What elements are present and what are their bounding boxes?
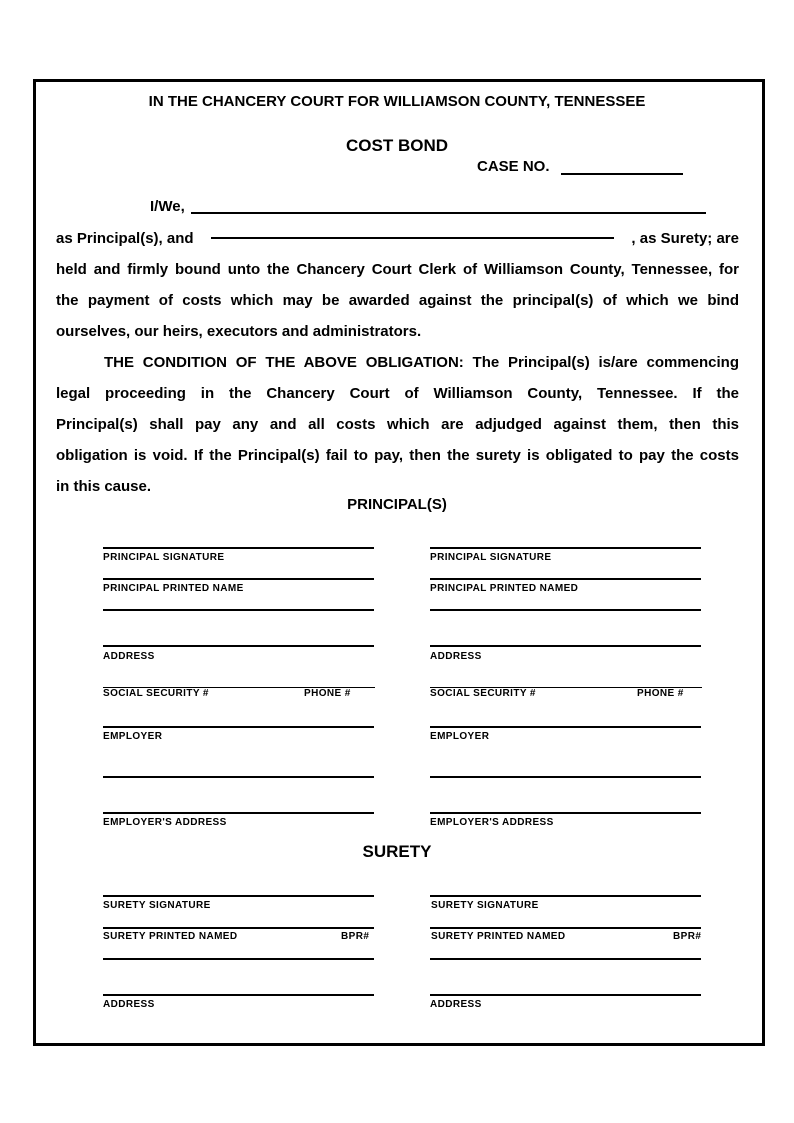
surety-signature-label: SURETY SIGNATURE <box>103 900 211 911</box>
condition-line-3: Principal(s) shall pay any and all costs which are adjudged against them, then this <box>56 416 739 433</box>
surety-printed-name-label: SURETY PRINTED NAMED <box>103 931 238 942</box>
principal-heading: PRINCIPAL(S) <box>347 496 447 513</box>
body-line-4: ourselves, our heirs, executors and administrators. <box>56 323 422 340</box>
surety-signature-field[interactable] <box>103 895 374 897</box>
form-title: COST BOND <box>346 136 448 155</box>
condition-line-5: in this cause. <box>56 478 152 495</box>
principal-signature-label: PRINCIPAL SIGNATURE <box>103 552 225 563</box>
surety-address-field[interactable] <box>430 958 701 960</box>
principal-printed-name-field[interactable] <box>103 578 374 580</box>
principal-names-field[interactable] <box>191 212 706 214</box>
surety-address-label: ADDRESS <box>430 999 482 1010</box>
principal-address-field[interactable] <box>103 609 374 611</box>
principal-employer-address-field[interactable] <box>430 812 701 814</box>
case-number-label: CASE NO. <box>477 158 550 175</box>
principal-employer-label: EMPLOYER <box>103 731 163 742</box>
surety-printed-name-field[interactable] <box>430 927 701 929</box>
surety-address-field[interactable] <box>103 994 374 996</box>
body-line-2: held and firmly bound unto the Chancery Court Clerk of Williamson County, Tennessee, for <box>56 261 739 278</box>
condition-line-1: THE CONDITION OF THE ABOVE OBLIGATION: The Principal(s) is/are commencing <box>104 354 739 371</box>
principal-employer-address-field[interactable] <box>103 812 374 814</box>
surety-bpr-label: BPR# <box>673 931 702 942</box>
principal-employer-address-field[interactable] <box>103 776 374 778</box>
surety-printed-name-label: SURETY PRINTED NAMED <box>431 931 566 942</box>
body-line-3: the payment of costs which may be awarded against the principal(s) of which we bind <box>56 292 739 309</box>
surety-address-field[interactable] <box>430 994 701 996</box>
principal-address-label: ADDRESS <box>430 651 482 662</box>
principal-signature-field[interactable] <box>430 547 701 549</box>
condition-line-4: obligation is void. If the Principal(s) fail to pay, then the surety is obligated to pay the costs <box>56 447 739 464</box>
surety-address-field[interactable] <box>103 958 374 960</box>
principal-printed-name-field[interactable] <box>430 578 701 580</box>
surety-printed-name-field[interactable] <box>103 927 374 929</box>
body-line-1 <box>56 223 739 254</box>
principal-employer-address-field[interactable] <box>430 776 701 778</box>
principal-signature-field[interactable] <box>103 547 374 549</box>
principal-phone-label: PHONE # <box>637 688 684 699</box>
principal-ssn-label: SOCIAL SECURITY # <box>430 688 536 699</box>
principal-employer-label: EMPLOYER <box>430 731 490 742</box>
surety-name-field[interactable] <box>211 223 614 239</box>
surety-signature-field[interactable] <box>430 895 701 897</box>
principal-address-field[interactable] <box>430 645 701 647</box>
principal-printed-name-label: PRINCIPAL PRINTED NAME <box>103 583 244 594</box>
principal-address-label: ADDRESS <box>103 651 155 662</box>
principal-employer-field[interactable] <box>430 726 701 728</box>
surety-address-label: ADDRESS <box>103 999 155 1010</box>
principal-address-field[interactable] <box>430 609 701 611</box>
principal-ssn-label: SOCIAL SECURITY # <box>103 688 209 699</box>
case-number-field[interactable] <box>561 173 683 175</box>
surety-signature-label: SURETY SIGNATURE <box>431 900 539 911</box>
surety-heading: SURETY <box>362 842 432 861</box>
principal-address-field[interactable] <box>103 645 374 647</box>
iwe-label: I/We, <box>150 198 185 215</box>
principal-signature-label: PRINCIPAL SIGNATURE <box>430 552 552 563</box>
principal-employer-address-label: EMPLOYER'S ADDRESS <box>430 817 554 828</box>
principal-employer-field[interactable] <box>103 726 374 728</box>
principal-employer-address-label: EMPLOYER'S ADDRESS <box>103 817 227 828</box>
line1-prefix: as Principal(s), and <box>56 230 194 247</box>
court-heading: IN THE CHANCERY COURT FOR WILLIAMSON COUNTY, TENNESSEE <box>148 93 646 110</box>
principal-phone-label: PHONE # <box>304 688 351 699</box>
surety-bpr-label: BPR# <box>341 931 370 942</box>
principal-printed-name-label: PRINCIPAL PRINTED NAMED <box>430 583 579 594</box>
condition-line-2: legal proceeding in the Chancery Court of Williamson County, Tennessee. If the <box>56 385 739 402</box>
line1-suffix: , as Surety; are <box>631 230 739 247</box>
